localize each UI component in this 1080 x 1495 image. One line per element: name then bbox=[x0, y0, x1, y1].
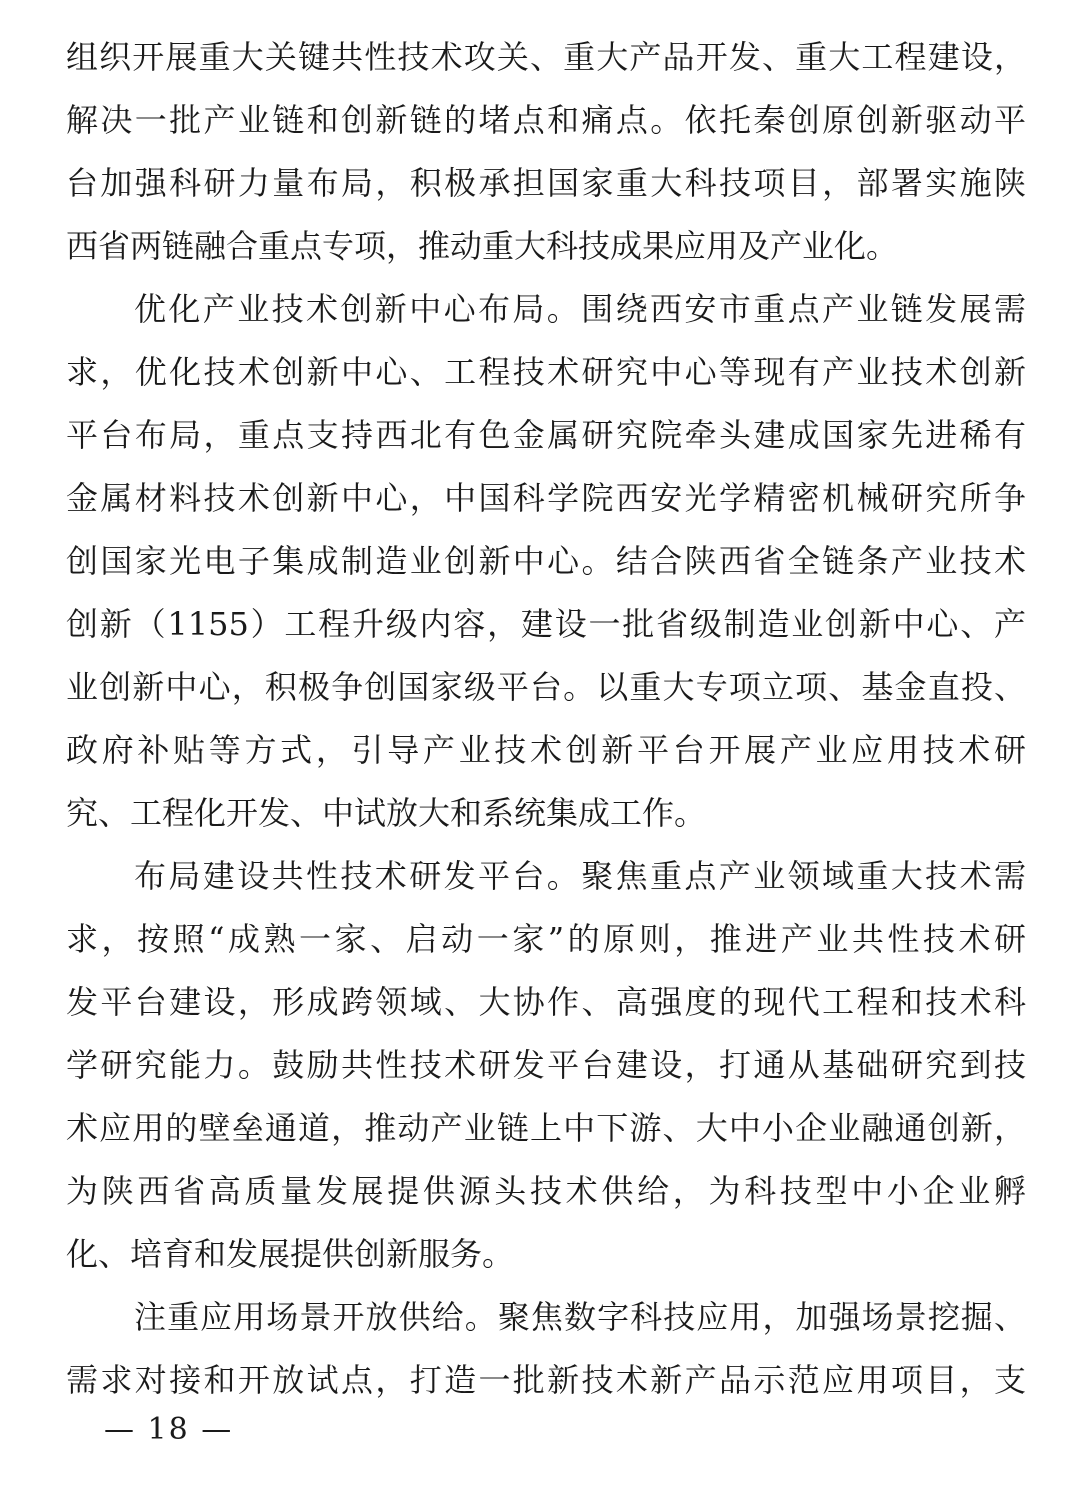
text-line: 解决一批产业链和创新链的堵点和痛点。依托秦创原创新驱动平 bbox=[66, 101, 1026, 139]
text-line: 求，优化技术创新中心、工程技术研究中心等现有产业技术创新 bbox=[66, 353, 1026, 391]
text-line: 化、培育和发展提供创新服务。 bbox=[66, 1235, 515, 1273]
text-line: 求，按照“成熟一家、启动一家”的原则，推进产业共性技术研 bbox=[66, 920, 1026, 958]
paragraph-start-line: 优化产业技术创新中心布局。围绕西安市重点产业链发展需 bbox=[134, 290, 1026, 328]
text-line: 发平台建设，形成跨领域、大协作、高强度的现代工程和技术科 bbox=[66, 983, 1026, 1021]
text-line: 创国家光电子集成制造业创新中心。结合陕西省全链条产业技术 bbox=[66, 542, 1026, 580]
text-line: 台加强科研力量布局，积极承担国家重大科技项目，部署实施陕 bbox=[66, 164, 1026, 202]
text-line: 术应用的壁垒通道，推动产业链上中下游、大中小企业融通创新， bbox=[66, 1109, 1026, 1147]
text-line: 学研究能力。鼓励共性技术研发平台建设，打通从基础研究到技 bbox=[66, 1046, 1026, 1084]
text-line: 为陕西省高质量发展提供源头技术供给，为科技型中小企业孵 bbox=[66, 1172, 1026, 1210]
text-line: 业创新中心，积极争创国家级平台。以重大专项立项、基金直投、 bbox=[66, 668, 1026, 706]
text-line: 西省两链融合重点专项，推动重大科技成果应用及产业化。 bbox=[66, 227, 899, 265]
text-line: 究、工程化开发、中试放大和系统集成工作。 bbox=[66, 794, 707, 832]
page-number: — 18 — bbox=[104, 1412, 234, 1447]
text-line: 政府补贴等方式，引导产业技术创新平台开展产业应用技术研 bbox=[66, 731, 1026, 769]
text-line: 组织开展重大关键共性技术攻关、重大产品开发、重大工程建设， bbox=[66, 38, 1026, 76]
paragraph-start-line: 布局建设共性技术研发平台。聚焦重点产业领域重大技术需 bbox=[134, 857, 1026, 895]
text-line: 创新（1155）工程升级内容，建设一批省级制造业创新中心、产 bbox=[66, 605, 1026, 643]
text-line: 平台布局，重点支持西北有色金属研究院牵头建成国家先进稀有 bbox=[66, 416, 1026, 454]
body-text bbox=[66, 26, 1026, 1412]
text-line: 金属材料技术创新中心，中国科学院西安光学精密机械研究所争 bbox=[66, 479, 1026, 517]
paragraph-start-line: 注重应用场景开放供给。聚焦数字科技应用，加强场景挖掘、 bbox=[134, 1298, 1026, 1336]
text-line: 需求对接和开放试点，打造一批新技术新产品示范应用项目，支 bbox=[66, 1361, 1026, 1399]
